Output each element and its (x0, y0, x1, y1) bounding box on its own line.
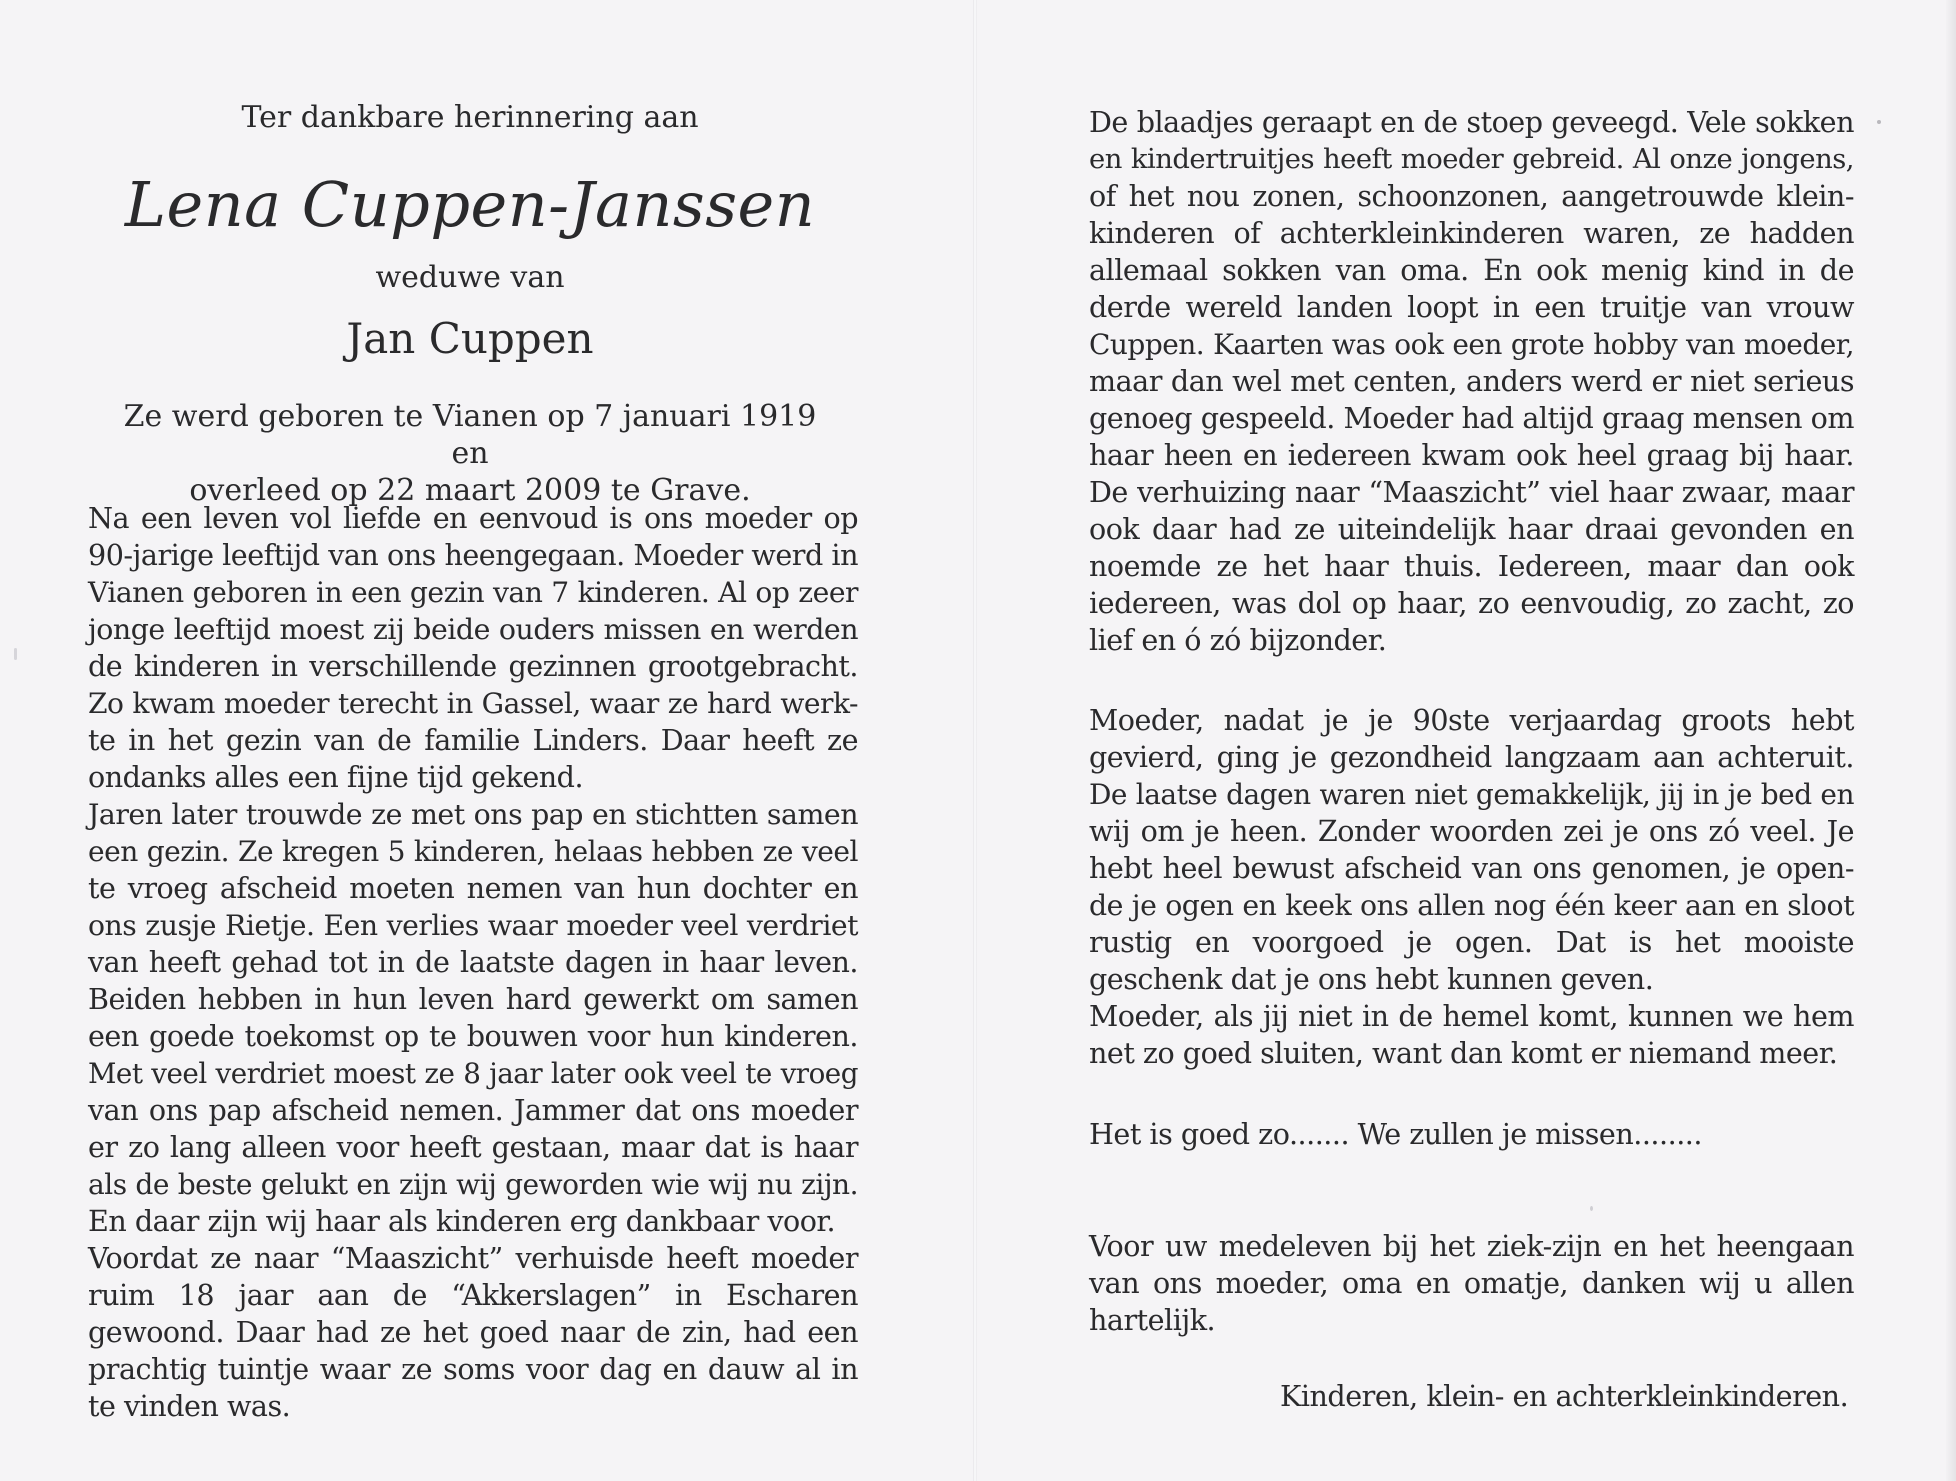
thanks-paragraph (1089, 1228, 1854, 1339)
life-story-right (1089, 104, 1854, 659)
text-line: Beiden hebben in hun leven hard gewerkt om samen (88, 982, 858, 1016)
text-line: Met veel verdriet moest ze 8 jaar later ook veel te vroeg (88, 1057, 858, 1090)
text-line: hartelijk. (1089, 1303, 1216, 1337)
life-story-left (88, 500, 858, 1425)
text-line: En daar zijn wij haar als kinderen erg dankbaar voor. (88, 1204, 836, 1238)
paper-speck (1877, 120, 1881, 124)
text-line: haar heen en iedereen kwam ook heel graag bij haar. (1089, 438, 1854, 472)
text-line: ondanks alles een fijne tijd gekend. (88, 760, 584, 794)
text-line: allemaal sokken van oma. En ook menig kind in de (1089, 253, 1854, 287)
text-line: maar dan wel met centen, anders werd er niet serieus (1089, 364, 1854, 398)
closing-line: Het is goed zo....... We zullen je missen........ (1089, 1117, 1702, 1151)
farewell-paragraph (1089, 702, 1854, 1072)
text-line: De blaadjes geraapt en de stoep geveegd. Vele sokken (1089, 105, 1854, 139)
text-line: Moeder, nadat je je 90ste verjaardag groots hebt (1089, 703, 1854, 737)
text-line: als de beste gelukt en zijn wij geworden wie wij nu zijn. (88, 1168, 858, 1201)
text-line: van ons pap afscheid nemen. Jammer dat ons moeder (88, 1093, 858, 1127)
text-line: De laatse dagen waren niet gemakkelijk, jij in je bed en (1089, 778, 1854, 811)
intro-line: Ter dankbare herinnering aan (241, 100, 699, 135)
birth-death-text (110, 398, 830, 509)
text-line: De verhuizing naar “Maaszicht” viel haar zwaar, maar (1089, 475, 1854, 509)
deceased-name: Lena Cuppen-Janssen (124, 168, 816, 241)
paper-speck (1590, 1206, 1593, 1211)
birth-line: Ze werd geboren te Vianen op 7 januari 1919 en (123, 399, 817, 471)
text-line: kinderen of achterkleinkinderen waren, ze hadden (1089, 216, 1854, 250)
text-line: jonge leeftijd moest zij beide ouders missen en werden (88, 613, 858, 646)
text-line: lief en ó zó bijzonder. (1089, 623, 1387, 657)
text-line: de kinderen in verschillende gezinnen grootgebracht. (88, 649, 858, 683)
husband-name: Jan Cuppen (346, 314, 594, 363)
text-line: Na een leven vol liefde en eenvoud is ons moeder op (88, 501, 858, 535)
text-line: ons zusje Rietje. Een verlies waar moeder veel verdriet (88, 909, 858, 942)
text-line: te vinden was. (88, 1389, 291, 1423)
text-line: prachtig tuintje waar ze soms voor dag en dauw al in (88, 1352, 858, 1386)
text-line: hebt heel bewust afscheid van ons genomen, je open- (1089, 851, 1854, 885)
card-fold (973, 0, 977, 1481)
text-line: Jaren later trouwde ze met ons pap en stichtten samen (88, 798, 858, 831)
text-line: of het nou zonen, schoonzonen, aangetrouwde klein- (1089, 179, 1854, 213)
text-line: Zo kwam moeder terecht in Gassel, waar ze hard werk- (88, 687, 858, 720)
text-line: de je ogen en keek ons allen nog één keer aan en sloot (1089, 889, 1854, 922)
text-line: en kindertruitjes heeft moeder gebreid. Al onze jongens, (1089, 144, 1854, 175)
text-line: ook daar had ze uiteindelijk haar draai gevonden en (1089, 512, 1854, 546)
widow-of-line: weduwe van (375, 260, 565, 295)
text-line: genoeg gespeeld. Moeder had altijd graag mensen om (1089, 401, 1854, 435)
text-line: gewoond. Daar had ze het goed naar de zin, had een (88, 1315, 858, 1349)
text-line: ruim 18 jaar aan de “Akkerslagen” in Escharen (88, 1278, 858, 1312)
text-line: gevierd, ging je gezondheid langzaam aan achteruit. (1089, 740, 1854, 774)
text-line: Moeder, als jij niet in de hemel komt, kunnen we hem (1089, 999, 1854, 1033)
text-line: een gezin. Ze kregen 5 kinderen, helaas hebben ze veel (88, 835, 858, 868)
text-line: iedereen, was dol op haar, zo eenvoudig, zo zacht, zo (1089, 586, 1854, 620)
text-line: van heeft gehad tot in de laatste dagen in haar leven. (88, 945, 858, 979)
text-line: Voor uw medeleven bij het ziek-zijn en het heengaan (1089, 1229, 1854, 1263)
text-line: 90-jarige leeftijd van ons heengegaan. Moeder werd in (88, 538, 858, 572)
text-line: derde wereld landen loopt in een truitje van vrouw (1089, 290, 1854, 324)
text-line: een goede toekomst op te bouwen voor hun kinderen. (88, 1019, 858, 1053)
text-line: Vianen geboren in een gezin van 7 kinderen. Al op zeer (88, 576, 858, 609)
death-line: overleed op 22 maart 2009 te Grave. (189, 473, 751, 508)
text-line: net zo goed sluiten, want dan komt er niemand meer. (1089, 1036, 1838, 1070)
text-line: er zo lang alleen voor heeft gestaan, maar dat is haar (88, 1130, 858, 1164)
text-line: te in het gezin van de familie Linders. Daar heeft ze (88, 723, 858, 757)
text-line: Voordat ze naar “Maaszicht” verhuisde heeft moeder (88, 1241, 858, 1275)
paper-speck (14, 648, 17, 660)
text-line: noemde ze het haar thuis. Iedereen, maar dan ook (1089, 549, 1854, 583)
text-line: van ons moeder, oma en omatje, danken wij u allen (1089, 1266, 1854, 1300)
text-line: te vroeg afscheid moeten nemen van hun dochter en (88, 871, 858, 905)
text-line: wij om je heen. Zonder woorden zei je ons zó veel. Je (1089, 814, 1854, 848)
text-line: geschenk dat je ons hebt kunnen geven. (1089, 962, 1654, 996)
signoff: Kinderen, klein- en achterkleinkinderen. (1280, 1379, 1849, 1413)
text-line: rustig en voorgoed je ogen. Dat is het mooiste (1089, 925, 1854, 959)
card-edge-shadow (1946, 0, 1956, 1481)
text-line: Cuppen. Kaarten was ook een grote hobby van moeder, (1089, 328, 1854, 361)
